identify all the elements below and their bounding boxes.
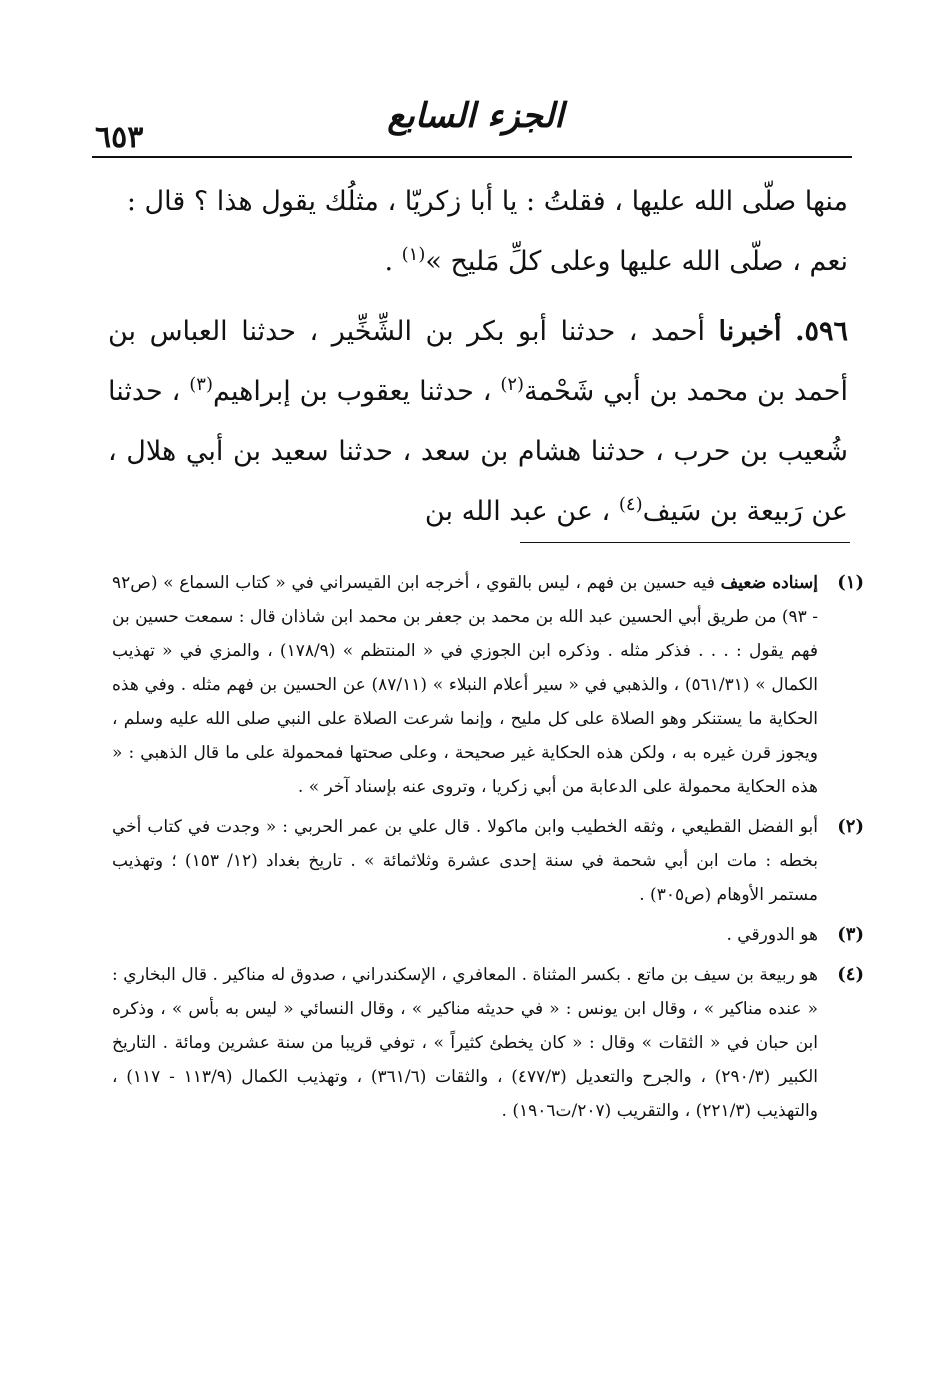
hadith-entry [108, 302, 848, 542]
footnote-2 [112, 810, 864, 912]
text-line-2: نعم ، صلّى الله عليها وعلى كلِّ مَليح » [425, 246, 848, 277]
footnote-3 [112, 918, 864, 952]
footnote-ref-1: (١) [401, 244, 426, 265]
footnote-text [112, 566, 818, 804]
footnote-ref-3: (٣) [189, 374, 213, 395]
footnote-number: (٢) [837, 816, 864, 837]
footnote-number: (٣) [837, 924, 864, 945]
footnotes [112, 566, 864, 1134]
footnote-body: أبو الفضل القطيعي ، وثقه الخطيب وابن ماكولا . قال علي بن عمر الحربي : « وجدت في كتاب أخي بخطه : مات ابن أبي شحمة في سنة إحدى عشرة وثلاثمائة » . تاريخ بغداد (١٢/ ١٥٣) ؛ وتهذيب مستمر الأوهام (ص٣٠٥) . [112, 817, 819, 905]
text-line [108, 232, 848, 292]
running-title: الجزء السابع [387, 96, 564, 136]
entry-text-3: ، حدثنا شُعيب بن حرب ، حدثنا هشام بن سعد ، حدثنا سعيد بن أبي هلال ، عن رَبيعة بن سَيف [108, 376, 848, 527]
text-line-1: منها صلّى الله عليها ، فقلتُ : يا أبا زكريّا ، مثلُك يقول هذا ؟ قال : [126, 186, 848, 217]
footnote-ref-2: (٢) [500, 374, 525, 395]
footnote-lead: إسناده ضعيف [720, 573, 818, 593]
header-rule [92, 156, 852, 158]
footnote-number: (٤) [837, 964, 864, 985]
footnote-ref-4: (٤) [618, 494, 643, 515]
main-text [108, 172, 848, 542]
entry-text-1: أحمد ، حدثنا أبو بكر بن الشِّخِّير ، حدثنا العباس بن أحمد بن محمد بن أبي شَحْمة [108, 316, 848, 407]
entry-lead-word: أخبرنا [718, 316, 782, 347]
text-line [108, 172, 848, 232]
entry-text-2: ، حدثنا يعقوب بن إبراهيم [213, 376, 501, 407]
entry-number: ٥٩٦. [795, 316, 848, 347]
footnote-1 [112, 566, 864, 804]
page-number: ٦٥٣ [95, 120, 144, 155]
footnote-separator [520, 542, 850, 543]
text-line-2-end: . [384, 246, 402, 277]
footnote-body: هو الدورقي . [726, 925, 818, 945]
footnote-number: (١) [837, 572, 864, 593]
footnote-body: فيه حسين بن فهم ، ليس بالقوي ، أخرجه ابن القيسراني في « كتاب السماع » (ص٩٢ - ٩٣) من طريق أبي الحسين عبد الله بن محمد بن جعفر بن محمد ابن شاذان قال : سمعت حسين بن فهم يقول : . . . فذكر مثله . وذكره ابن الجوزي في « المنتظم » (١٧٨/٩) ، والمزي في « تهذيب الكمال » (٥٦١/٣١) ، والذهبي في « سير أعلام النبلاء » (٨٧/١١) عن الحسين بن فهم مثله . وفي هذه الحكاية ما يستنكر وهو الصلاة على كل مليح ، وإنما شرعت الصلاة على النبي صلى الله عليه وسلم ، ويجوز قرن غيره به ، ولكن هذه الحكاية غير صحيحة ، وعلى صحتها فمحمولة على ما قال الذهبي : « هذه الحكاية محمولة على الدعابة من أبي زكريا ، وتروى عنه بإسناد آخر » . [112, 573, 818, 797]
entry-text-4: ، عن عبد الله بن [424, 496, 619, 527]
footnote-text [112, 810, 818, 912]
footnote-text [112, 918, 818, 952]
footnote-body: هو ربيعة بن سيف بن ماتع . بكسر المثناة . المعافري ، الإسكندراني ، صدوق له مناكير . قال البخاري : « عنده مناكير » ، وقال ابن يونس : « في حديثه مناكير » ، وقال النسائي « ليس به بأس » ، وذكره ابن حبان في « الثقات » وقال : « كان يخطئ كثيراً » ، توفي قريبا من سنة عشرين ومائة . التاريخ الكبير (٢٩٠/٣) ، والجرح والتعديل (٤٧٧/٣) ، والثقات (٣٦١/٦) ، وتهذيب الكمال (١١٣/٩ - ١١٧) ، والتهذيب (٢٢١/٣) ، والتقريب (٢٠٧/ت١٩٠٦) . [112, 965, 819, 1121]
footnote-4 [112, 958, 864, 1128]
footnote-text [112, 958, 818, 1128]
